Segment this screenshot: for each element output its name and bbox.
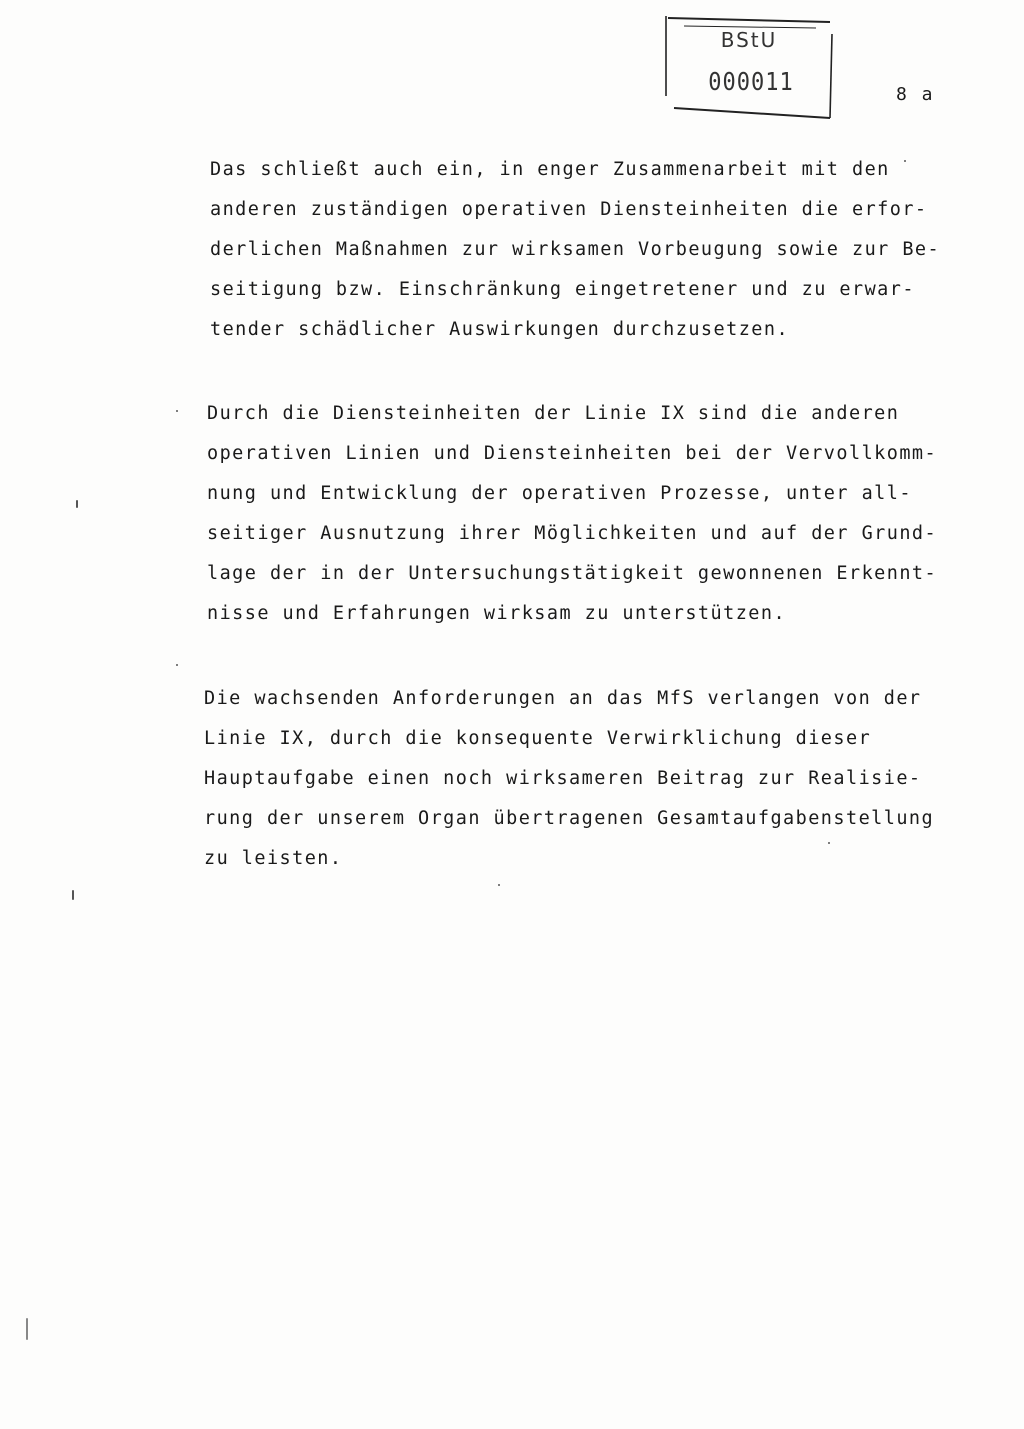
scan-speck — [176, 410, 178, 412]
text-line: derlichen Maßnahmen zur wirksamen Vorbeugung sowie zur Be- — [210, 239, 941, 260]
text-line: operativen Linien und Diensteinheiten bei der Vervollkomm- — [207, 443, 938, 464]
text-line: Hauptaufgabe einen noch wirksameren Beitrag zur Realisie- — [204, 768, 922, 789]
scan-speck — [498, 884, 500, 886]
text-line: anderen zuständigen operativen Diensteinheiten die erfor- — [210, 199, 928, 220]
stamp-agency-label: BStU — [720, 28, 778, 52]
text-line: rung der unserem Organ übertragenen Gesamtaufgabenstellung — [204, 808, 935, 829]
text-line: Das schließt auch ein, in enger Zusammenarbeit mit den — [210, 159, 890, 180]
scan-speck — [26, 1318, 28, 1340]
text-line: Linie IX, durch die konsequente Verwirklichung dieser — [204, 728, 872, 749]
text-line: Durch die Diensteinheiten der Linie IX sind die anderen — [207, 403, 900, 424]
archive-stamp — [664, 14, 834, 122]
text-line: lage der in der Untersuchungstätigkeit gewonnenen Erkennt- — [207, 563, 938, 584]
paragraph-1 — [210, 150, 940, 350]
scan-speck — [904, 160, 906, 162]
scan-speck — [828, 842, 830, 844]
text-line: nisse und Erfahrungen wirksam zu unterstützen. — [207, 603, 787, 624]
text-line: seitigung bzw. Einschränkung eingetretener und zu erwar- — [210, 279, 915, 300]
page-number: 8 a — [896, 84, 935, 105]
paragraph-2 — [207, 394, 937, 634]
stamp-document-number: 000011 — [708, 68, 794, 97]
text-line: zu leisten. — [204, 848, 343, 869]
paragraph-3 — [204, 679, 934, 879]
text-line: Die wachsenden Anforderungen an das MfS verlangen von der — [204, 688, 922, 709]
text-line: seitiger Ausnutzung ihrer Möglichkeiten und auf der Grund- — [207, 523, 938, 544]
scan-speck — [176, 664, 178, 666]
text-line: tender schädlicher Auswirkungen durchzusetzen. — [210, 319, 790, 340]
text-line: nung und Entwicklung der operativen Prozesse, unter all- — [207, 483, 912, 504]
scan-speck — [76, 500, 78, 508]
scan-speck — [72, 890, 74, 900]
